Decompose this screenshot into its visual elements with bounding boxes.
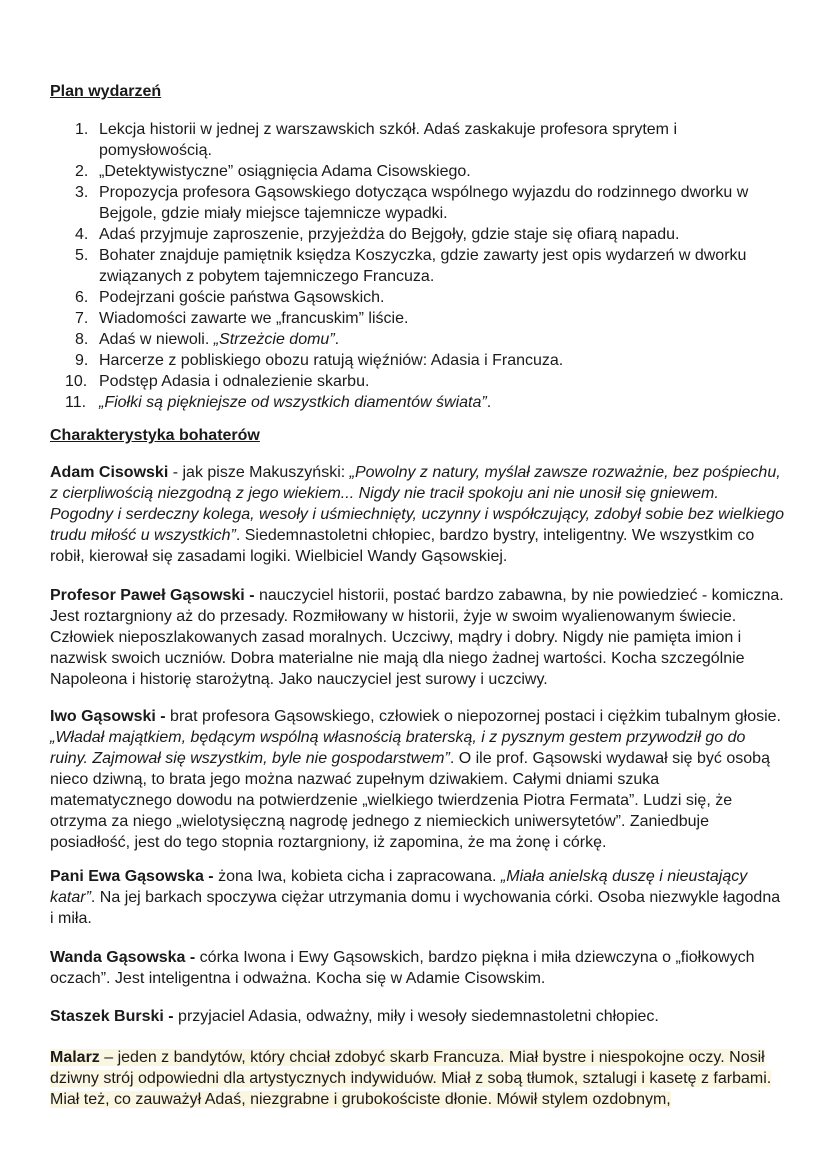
list-item: 10. Podstęp Adasia i odnalezienie skarbu. xyxy=(65,373,370,390)
character-quote: „Powolny z natury, myślał zawsze rozważnie, bez pośpiechu, z cierpliwością niezgodną z jego wiekiem... Nigdy nie tracił spokoju ani nie unosił się gniewem. Pogodny i serdeczny kolega, wesoły i uśmiechnięty, uczynny i współczujący, zdobył sobie bez wielkiego trudu miłość u wszystkich” xyxy=(50,464,784,544)
character-name: Malarz xyxy=(50,1049,100,1066)
character-wanda: Wanda Gąsowska - córka Iwona i Ewy Gąsowskich, bardzo piękna i miła dziewczyna o „fiołkowych oczach”. Jest inteligentna i odważna. Kocha się w Adamie Cisowskim. xyxy=(50,949,755,987)
list-item: 5. Bohater znajduje pamiętnik księdza Koszyczka, gdzie zawarty jest opis wydarzeń w dworku związanych z pobytem tajemniczego Francuza. xyxy=(75,247,747,285)
list-item: 1. Lekcja historii w jednej z warszawskich szkół. Adaś zaskakuje profesora sprytem i pomysłowością. xyxy=(75,121,678,159)
list-item: 8. Adaś w niewoli. „Strzeżcie domu”. xyxy=(75,331,340,348)
list-item: 2. „Detektywistyczne” osiągnięcia Adama Cisowskiego. xyxy=(75,163,471,180)
character-staszek: Staszek Burski - przyjaciel Adasia, odważny, miły i wesoły siedemnastoletni chłopiec. xyxy=(50,1008,659,1025)
character-name: Adam Cisowski xyxy=(50,464,169,481)
plan-heading: Plan wydarzeń xyxy=(50,83,162,100)
character-name: Profesor Paweł Gąsowski - xyxy=(50,587,255,604)
character-name: Staszek Burski - xyxy=(50,1008,174,1025)
list-item: 7. Wiadomości zawarte we „francuskim” liście. xyxy=(75,310,409,327)
character-ewa: Pani Ewa Gąsowska - żona Iwa, kobieta cicha i zapracowana. „Miała anielską duszę i nieustający katar”. Na jej barkach spoczywa ciężar utrzymania domu i wychowania córki. Osoba niezwykle łagodna i miła. xyxy=(50,868,781,927)
character-adam: Adam Cisowski - jak pisze Makuszyński: „Powolny z natury, myślał zawsze rozważnie, bez pośpiechu, z cierpliwością niezgodną z jego wiekiem... Nigdy nie tracił spokoju ani nie unosił się gniewem. Pogodny i serdeczny kolega, wesoły i uśmiechnięty, uczynny i współczujący, zdobył sobie bez wielkiego trudu miłość u wszystkich”. Siedemnastoletni chłopiec, bardzo bystry, inteligentny. We wszystkim co robił, kierował się zasadami logiki. Wielbiciel Wandy Gąsowskiej. xyxy=(50,464,784,565)
character-iwo: Iwo Gąsowski - brat profesora Gąsowskiego, człowiek o niepozornej postaci i ciężkim tubalnym głosie. „Władał majątkiem, będącym wspólną własnością braterską, i z pysznym gestem przywodził go do ruiny. Zajmował się wszystkim, byle nie gospodarstwem”. O ile prof. Gąsowski wydawał się być osobą nieco dziwną, to brata jego można nazwać zupełnym dziwakiem. Całymi dniami szuka matematycznego dowodu na potwierdzenie „wielkiego twierdzenia Piotra Fermata”. Ludzi się, że otrzyma za niego „wielotysięczną nagrodę jednego z niemieckich uniwersytetów”. Zaniedbuje posiadłość, jest do tego stopnia roztargniony, iż zapomina, że ma żonę i córkę. xyxy=(50,708,781,851)
characters-heading: Charakterystyka bohaterów xyxy=(50,427,260,444)
list-item: 3. Propozycja profesora Gąsowskiego dotycząca wspólnego wyjazdu do rodzinnego dworku w Bejgole, gdzie miały miejsce tajemnicze wypadki. xyxy=(75,184,749,222)
list-item: 9. Harcerze z pobliskiego obozu ratują więźniów: Adasia i Francuza. xyxy=(75,352,564,369)
character-name: Pani Ewa Gąsowska - xyxy=(50,868,214,885)
character-name: Iwo Gąsowski - xyxy=(50,708,166,725)
plan-list xyxy=(50,119,790,413)
highlighted-text: Malarz – jeden z bandytów, który chciał zdobyć skarb Francuza. Miał bystre i niespokojne oczy. Nosił dziwny strój odpowiedni dla artystycznych indywiduów. Miał z sobą tłumok, sztalugi i kasetę z farbami. Miał też, co zauważył Adaś, niezgrabne i grubokościste dłonie. Mówił stylem ozdobnym, xyxy=(50,1049,772,1108)
character-malarz xyxy=(50,1047,785,1110)
character-quote: „Miała anielską duszę i nieustający katar” xyxy=(50,868,748,906)
list-item: 6. Podejrzani goście państwa Gąsowskich. xyxy=(75,289,385,306)
character-pawel: Profesor Paweł Gąsowski - nauczyciel historii, postać bardzo zabawna, by nie powiedzieć - komiczna. Jest roztargniony aż do przesady. Rozmiłowany w historii, żyje w swoim wyalienowanym świecie. Człowiek nieposzlakowanych zasad moralnych. Uczciwy, mądry i dobry. Nigdy nie pamięta imion i nazwisk swoich uczniów. Dobra materialne nie mają dla niego żadnej wartości. Kocha szczególnie Napoleona i historię starożytną. Jako nauczyciel jest surowy i uczciwy. xyxy=(50,587,784,688)
character-quote: „Władał majątkiem, będącym wspólną własnością braterską, i z pysznym gestem przywodził go do ruiny. Zajmował się wszystkim, byle nie gospodarstwem” xyxy=(50,729,746,767)
list-item: 11. „Fiołki są piękniejsze od wszystkich diamentów świata”. xyxy=(65,394,492,411)
character-name: Wanda Gąsowska - xyxy=(50,949,196,966)
list-item: 4. Adaś przyjmuje zaproszenie, przyjeżdża do Bejgoły, gdzie staje się ofiarą napadu. xyxy=(75,226,680,243)
